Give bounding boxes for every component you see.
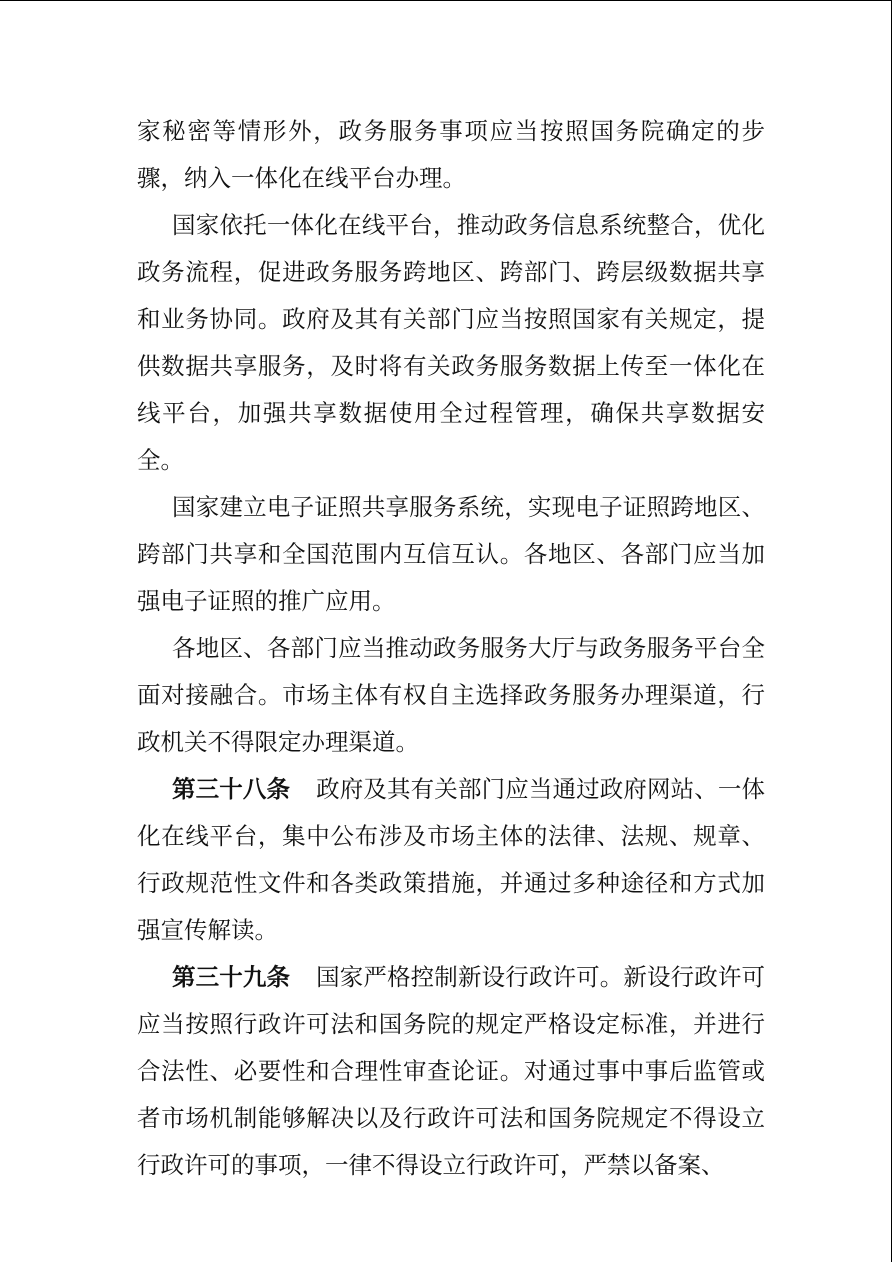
- top-border-line: [0, 0, 892, 1]
- paragraph-text: 各地区、各部门应当推动政务服务大厅与政务服务平台全面对接融合。市场主体有权自主选择政务服务办理渠道，行政机关不得限定办理渠道。: [137, 634, 765, 756]
- paragraph-text: 家秘密等情形外，政务服务事项应当按照国务院确定的步骤，纳入一体化在线平台办理。: [137, 117, 765, 192]
- paragraph-continuation: [137, 108, 765, 202]
- paragraph-data-sharing: [137, 202, 765, 484]
- paragraph-text: 国家建立电子证照共享服务系统，实现电子证照跨地区、跨部门共享和全国范围内互信互认。各地区、各部门应当加强电子证照的推广应用。: [137, 493, 765, 615]
- article-heading: 第三十九条: [172, 963, 291, 991]
- article-39: [137, 954, 765, 1189]
- article-38: [137, 766, 765, 954]
- paragraph-service-hall: [137, 625, 765, 766]
- article-heading: 第三十八条: [172, 775, 291, 803]
- paragraph-e-license: [137, 484, 765, 625]
- article-text: 政府及其有关部门应当通过政府网站、一体化在线平台，集中公布涉及市场主体的法律、法规、规章、行政规范性文件和各类政策措施，并通过多种途径和方式加强宣传解读。: [137, 775, 766, 944]
- article-text: 国家严格控制新设行政许可。新设行政许可应当按照行政许可法和国务院的规定严格设定标准，并进行合法性、必要性和合理性审查论证。对通过事中事后监管或者市场机制能够解决以及行政许可法和国务院规定不得设立行政许可的事项，一律不得设立行政许可，严禁以备案、: [137, 963, 766, 1179]
- paragraph-text: 国家依托一体化在线平台，推动政务信息系统整合，优化政务流程，促进政务服务跨地区、跨部门、跨层级数据共享和业务协同。政府及其有关部门应当按照国家有关规定，提供数据共享服务，及时将有关政务服务数据上传至一体化在线平台，加强共享数据使用全过程管理，确保共享数据安全。: [137, 211, 765, 474]
- document-body: [137, 108, 765, 1189]
